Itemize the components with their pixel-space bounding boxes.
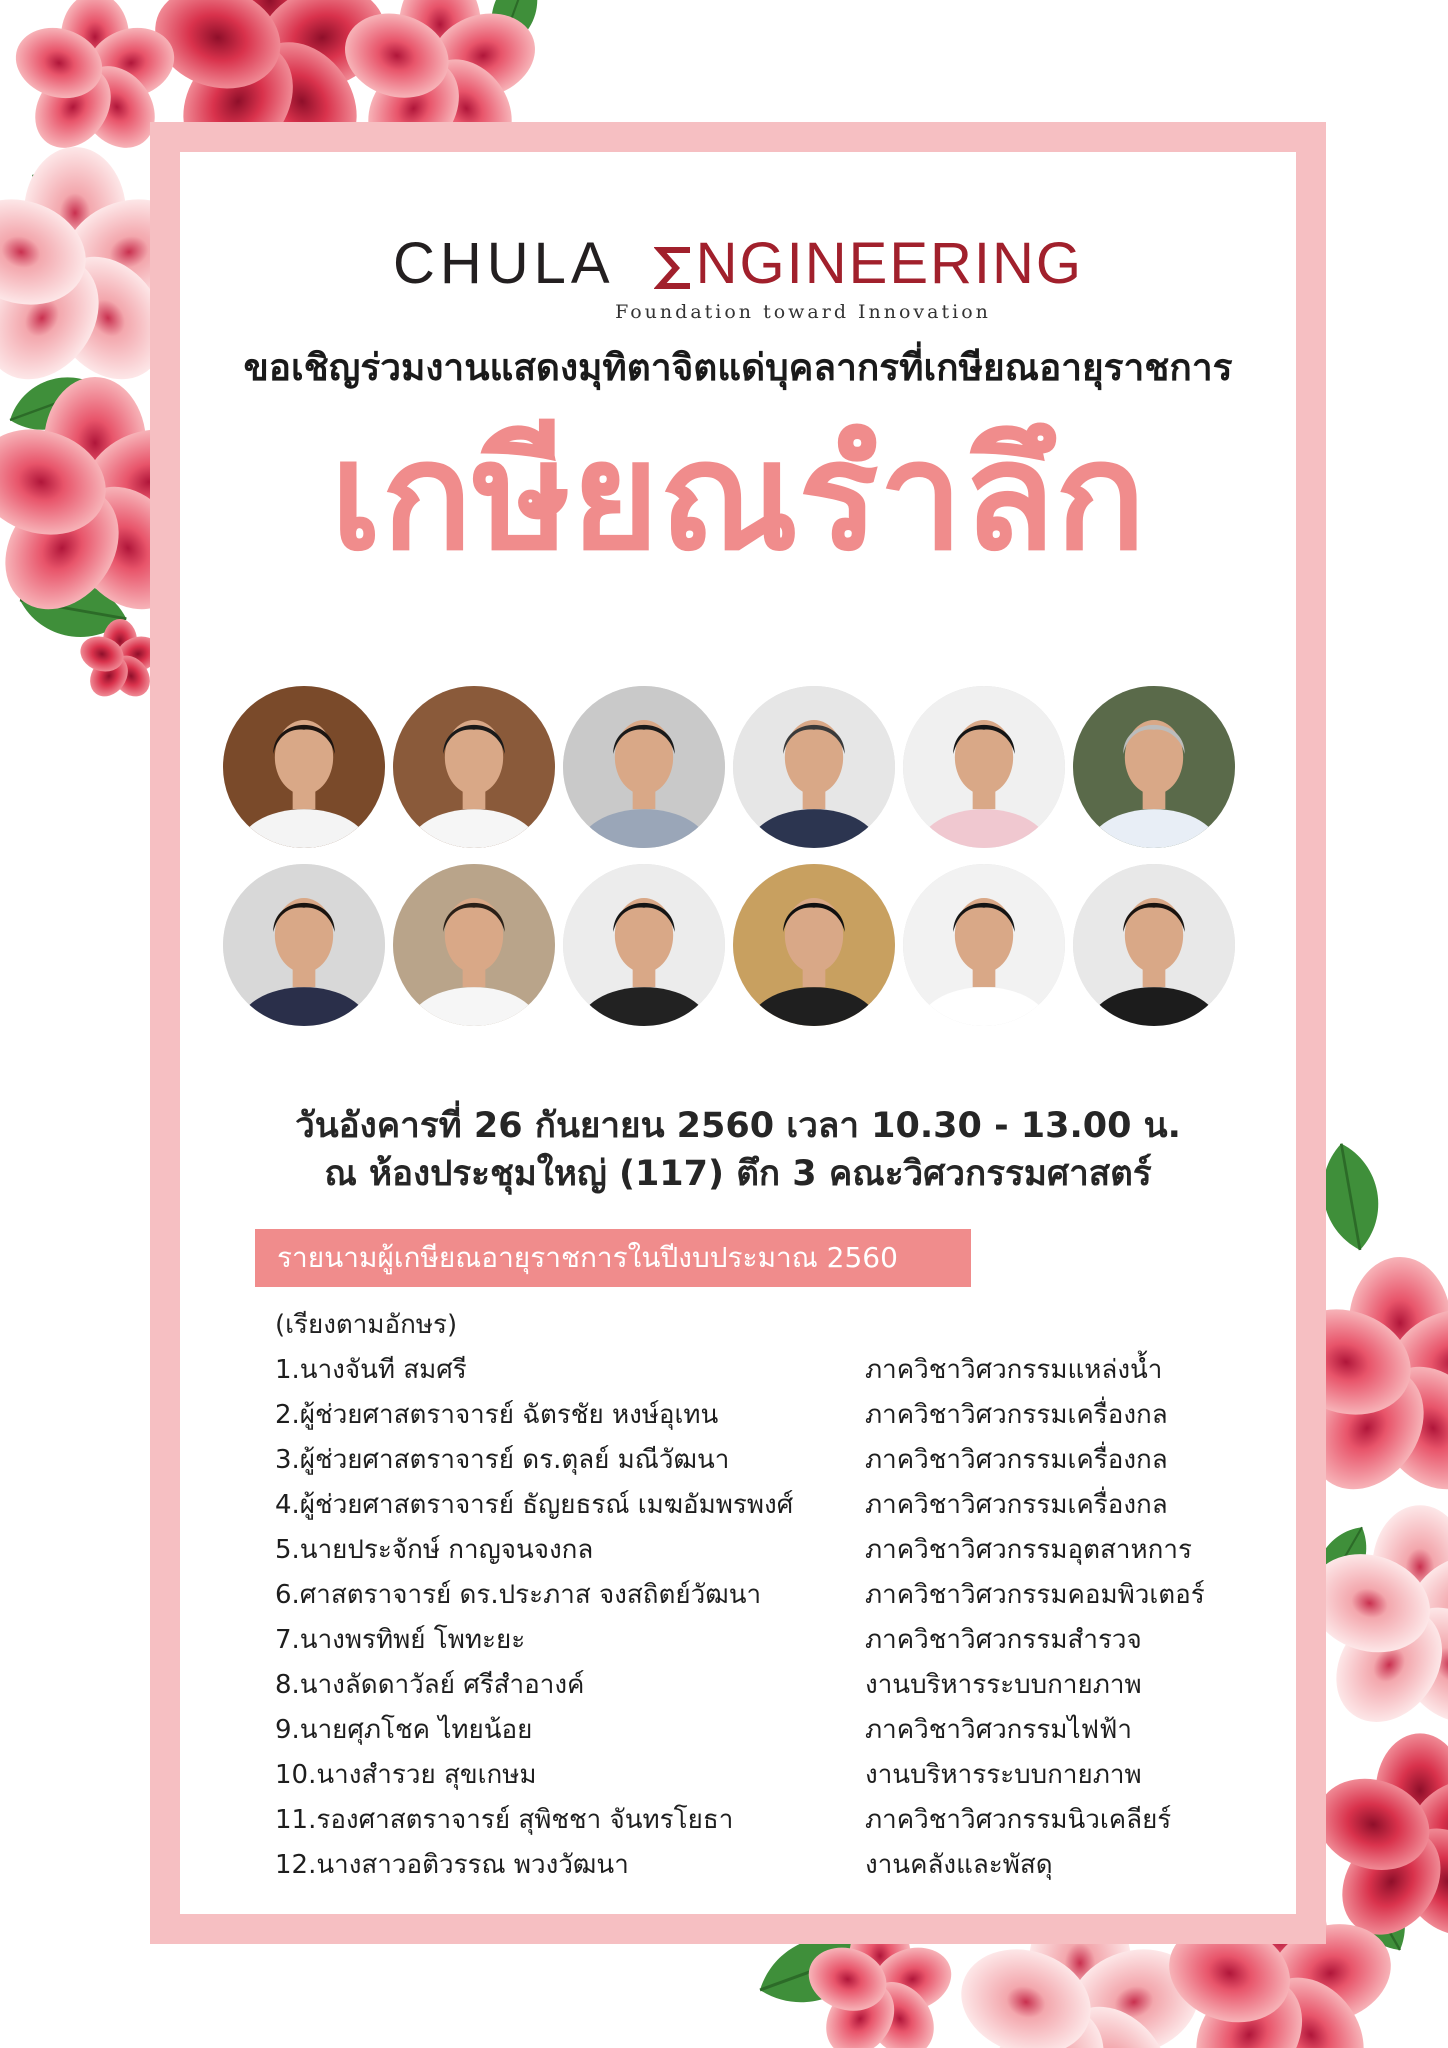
retiree-name: 11.รองศาสตราจารย์ สุพิชชา จันทรโยธา <box>275 1805 734 1835</box>
logo-engineering-word: NGINEERING <box>695 231 1084 296</box>
schedule <box>180 1102 1296 1198</box>
event-datetime: วันอังคารที่ 26 กันยายน 2560 เวลา 10.30 - 13.00 น. <box>295 1106 1181 1146</box>
portrait-row <box>223 864 1263 1026</box>
retiree-portrait <box>563 864 725 1026</box>
portrait-grid <box>223 686 1263 1042</box>
retiree-portrait <box>903 686 1065 848</box>
retiree-row <box>275 1392 1285 1437</box>
retiree-department: ภาควิชาวิศวกรรมสำรวจ <box>865 1625 1142 1655</box>
poster-frame <box>150 122 1326 1944</box>
retiree-department: งานบริหารระบบกายภาพ <box>865 1760 1142 1790</box>
person-photo-icon <box>733 686 895 848</box>
retiree-portrait <box>1073 864 1235 1026</box>
retiree-name: 1.นางจันที สมศรี <box>275 1355 467 1385</box>
chula-engineering-logo <box>180 230 1296 323</box>
person-photo-icon <box>903 864 1065 1026</box>
person-photo-icon <box>393 686 555 848</box>
retiree-name: 4.ผู้ช่วยศาสตราจารย์ ธัญยธรณ์ เมฆอัมพรพงศ์ <box>275 1490 794 1520</box>
retiree-list <box>275 1347 1285 1887</box>
retiree-portrait <box>223 686 385 848</box>
retiree-portrait <box>733 686 895 848</box>
person-photo-icon <box>563 686 725 848</box>
retiree-name: 5.นายประจักษ์ กาญจนจงกล <box>275 1535 594 1565</box>
retiree-department: งานคลังและพัสดุ <box>865 1850 1053 1880</box>
retiree-list-note: (เรียงตามอักษร) <box>275 1310 458 1340</box>
retiree-portrait <box>563 686 725 848</box>
retiree-row <box>275 1707 1285 1752</box>
retiree-name: 9.นายศุภโชค ไทยน้อย <box>275 1715 533 1745</box>
person-photo-icon <box>223 864 385 1026</box>
logo-engineering-text <box>654 231 1083 296</box>
person-photo-icon <box>903 686 1065 848</box>
portrait-row <box>223 686 1263 848</box>
person-photo-icon <box>1073 864 1235 1026</box>
retiree-department: ภาควิชาวิศวกรรมไฟฟ้า <box>865 1715 1132 1745</box>
retiree-name: 8.นางลัดดาวัลย์ ศรีสำอางค์ <box>275 1670 585 1700</box>
retiree-row <box>275 1797 1285 1842</box>
event-venue: ณ ห้องประชุมใหญ่ (117) ตึก 3 คณะวิศวกรรมศาสตร์ <box>324 1154 1152 1194</box>
retiree-portrait <box>223 864 385 1026</box>
person-photo-icon <box>563 864 725 1026</box>
sigma-icon <box>654 246 694 290</box>
retiree-row <box>275 1842 1285 1887</box>
person-photo-icon <box>223 686 385 848</box>
retiree-name: 10.นางสำรวย สุขเกษม <box>275 1760 537 1790</box>
retiree-department: ภาควิชาวิศวกรรมเครื่องกล <box>865 1400 1168 1430</box>
retiree-portrait <box>393 864 555 1026</box>
person-photo-icon <box>733 864 895 1026</box>
retiree-department: ภาควิชาวิศวกรรมเครื่องกล <box>865 1490 1168 1520</box>
retiree-row <box>275 1482 1285 1527</box>
retiree-portrait <box>733 864 895 1026</box>
retiree-name: 2.ผู้ช่วยศาสตราจารย์ ฉัตรชัย หงษ์อุเทน <box>275 1400 719 1430</box>
event-title: เกษียณรำลึก <box>330 410 1146 584</box>
retiree-row <box>275 1527 1285 1572</box>
retiree-department: ภาควิชาวิศวกรรมคอมพิวเตอร์ <box>865 1580 1205 1610</box>
logo-chula-text: CHULA <box>392 231 615 296</box>
retiree-name: 3.ผู้ช่วยศาสตราจารย์ ดร.ตุลย์ มณีวัฒนา <box>275 1445 730 1475</box>
retiree-department: งานบริหารระบบกายภาพ <box>865 1670 1142 1700</box>
retiree-row <box>275 1617 1285 1662</box>
person-photo-icon <box>1073 686 1235 848</box>
retiree-portrait <box>903 864 1065 1026</box>
retiree-row <box>275 1662 1285 1707</box>
retiree-row <box>275 1752 1285 1797</box>
retiree-name: 6.ศาสตราจารย์ ดร.ประภาส จงสถิตย์วัฒนา <box>275 1580 762 1610</box>
invitation-text: ขอเชิญร่วมงานแสดงมุทิตาจิตแด่บุคลากรที่เกษียณอายุราชการ <box>243 346 1233 389</box>
retiree-department: ภาควิชาวิศวกรรมนิวเคลียร์ <box>865 1805 1172 1835</box>
retiree-row <box>275 1437 1285 1482</box>
retiree-name: 12.นางสาวอติวรรณ พวงวัฒนา <box>275 1850 629 1880</box>
poster-card <box>180 152 1296 1914</box>
retiree-list-header: รายนามผู้เกษียณอายุราชการในปีงบประมาณ 2560 <box>255 1229 971 1287</box>
retiree-row <box>275 1347 1285 1392</box>
retiree-name: 7.นางพรทิพย์ โพทะยะ <box>275 1625 526 1655</box>
retiree-row <box>275 1572 1285 1617</box>
retiree-department: ภาควิชาวิศวกรรมอุตสาหการ <box>865 1535 1192 1565</box>
retiree-portrait <box>393 686 555 848</box>
person-photo-icon <box>393 864 555 1026</box>
retiree-department: ภาควิชาวิศวกรรมแหล่งน้ำ <box>865 1355 1163 1385</box>
retiree-department: ภาควิชาวิศวกรรมเครื่องกล <box>865 1445 1168 1475</box>
logo-tagline: Foundation toward Innovation <box>615 301 991 323</box>
retiree-portrait <box>1073 686 1235 848</box>
